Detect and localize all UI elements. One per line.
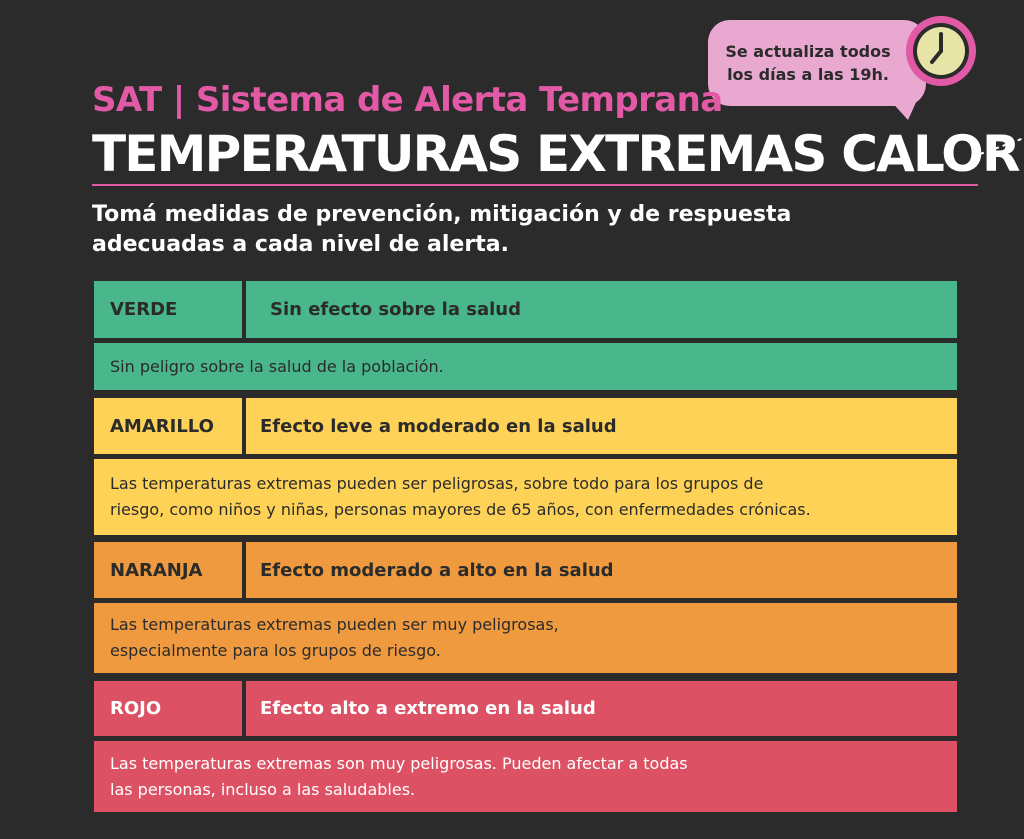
level-row-verde (94, 281, 957, 338)
update-note: Se actualiza todos los días a las 19h. (725, 42, 891, 84)
level-name: AMARILLO (110, 415, 214, 437)
level-description-text: Sin peligro sobre la salud de la población. (110, 356, 444, 376)
level-name: VERDE (110, 299, 178, 320)
page-title: TEMPERATURAS EXTREMAS CALOR (92, 125, 1019, 183)
level-description-text: Las temperaturas extremas pueden ser muy peligrosas, especialmente para los grupos de riesgo. (110, 615, 559, 660)
level-effect: Efecto moderado a alto en la salud (260, 559, 614, 581)
level-row-naranja (94, 542, 957, 598)
level-row-amarillo (94, 398, 957, 454)
update-bubble-tail (888, 98, 918, 120)
clock-icon (904, 14, 978, 88)
level-description-text: Las temperaturas extremas pueden ser peligrosas, sobre todo para los grupos de riesgo, como niños y niñas, personas mayores de 65 años, con enfermedades crónicas. (110, 474, 811, 519)
level-row-rojo (94, 681, 957, 736)
level-description-amarillo (94, 459, 957, 535)
level-effect: Efecto leve a moderado en la salud (260, 415, 617, 437)
level-effect: Sin efecto sobre la salud (270, 299, 521, 320)
page-subtitle: SAT | Sistema de Alerta Temprana (92, 80, 723, 120)
level-description-naranja (94, 603, 957, 673)
level-description-text: Las temperaturas extremas son muy peligrosas. Pueden afectar a todas las personas, incluso a las saludables. (110, 753, 688, 799)
level-name: ROJO (110, 698, 162, 719)
level-description-rojo (94, 741, 957, 812)
level-effect: Efecto alto a extremo en la salud (260, 698, 596, 719)
intro-text: Tomá medidas de prevención, mitigación y de respuesta adecuadas a cada nivel de alerta. (92, 202, 792, 257)
title-divider (92, 184, 978, 186)
level-description-verde (94, 343, 957, 390)
level-name: NARANJA (110, 559, 203, 581)
